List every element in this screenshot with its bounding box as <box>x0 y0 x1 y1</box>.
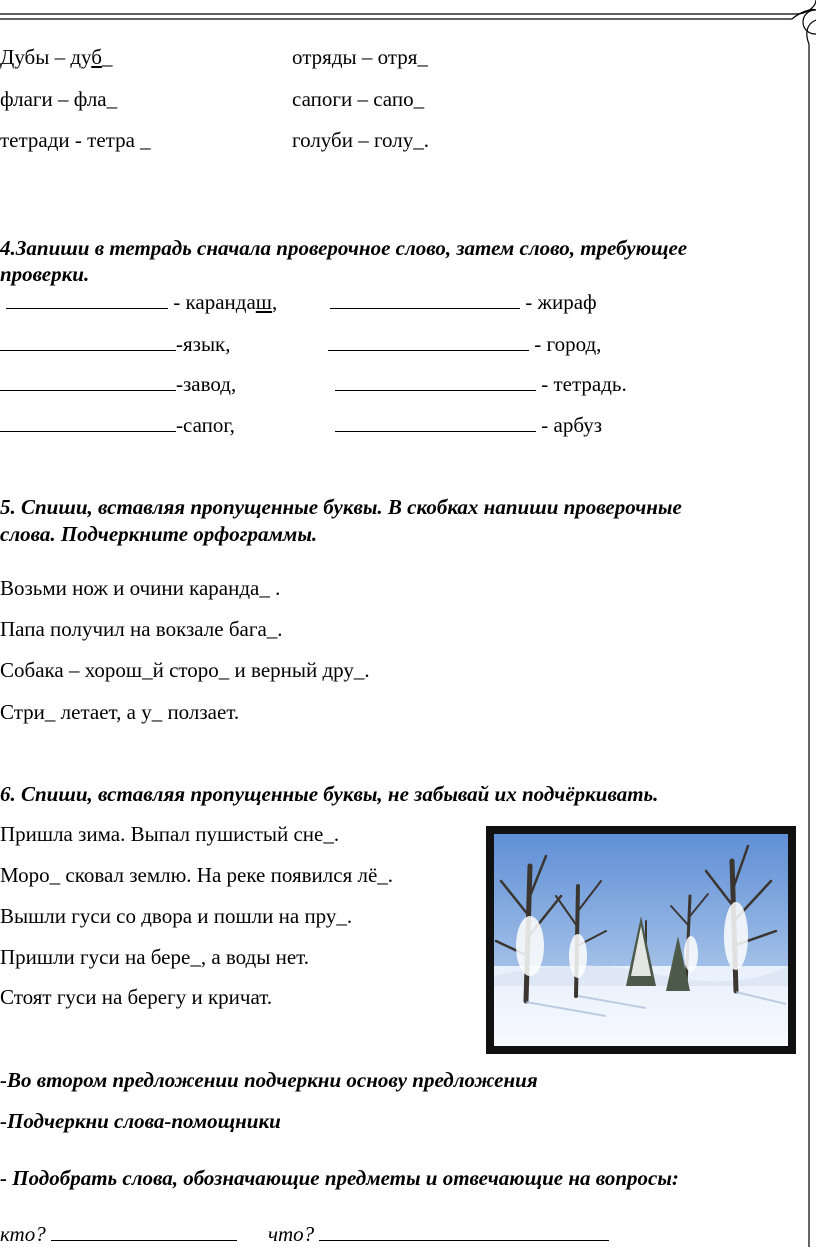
task4-row-2-right: - город, <box>328 332 601 356</box>
instruction-1: -Во втором предложении подчеркни основу предложения <box>0 1068 538 1092</box>
question-who: кто? <box>0 1222 237 1246</box>
winter-forest-image <box>486 826 796 1054</box>
answer-blank[interactable] <box>51 1222 237 1241</box>
answer-blank[interactable] <box>335 372 536 391</box>
task5-title: 5. Спиши, вставляя пропущенные буквы. В скобках напиши проверочные <box>0 495 682 519</box>
task5-sentence-3: Собака – хорош_й сторо_ и верный дру_. <box>0 658 370 682</box>
task4-row-2-left: -язык, <box>0 332 231 356</box>
task6-sentence-5: Стоят гуси на берегу и кричат. <box>0 985 273 1009</box>
answer-blank[interactable] <box>0 372 176 391</box>
word-pair-right-2: сапоги – сапо_ <box>292 87 425 111</box>
task5-title-cont: слова. Подчеркните орфограммы. <box>0 522 318 546</box>
instruction-3: - Подобрать слова, обозначающие предметы и отвечающие на вопросы: <box>0 1166 679 1190</box>
instruction-2: -Подчеркни слова-помощники <box>0 1109 281 1133</box>
task5-sentence-1: Возьми нож и очини каранда_ . <box>0 576 281 600</box>
answer-blank[interactable] <box>6 290 168 309</box>
task6-sentence-1: Пришла зима. Выпал пушистый сне_. <box>0 822 340 846</box>
task4-title-cont: проверки. <box>0 262 90 286</box>
task4-row-4-right: - арбуз <box>335 413 602 437</box>
answer-blank[interactable] <box>319 1222 609 1241</box>
word-pair-left-1: Дубы – дуб_ <box>0 45 113 69</box>
answer-blank[interactable] <box>335 413 536 432</box>
task4-row-1-left: - карандаш, <box>6 290 277 314</box>
answer-blank[interactable] <box>0 413 176 432</box>
task4-row-1-right: - жираф <box>330 290 597 314</box>
task6-sentence-2: Моро_ сковал землю. На реке появился лё_. <box>0 863 394 887</box>
task4-title: 4.Запиши в тетрадь сначала проверочное слово, затем слово, требующее <box>0 236 688 260</box>
word-pair-right-1: отряды – отря_ <box>292 45 428 69</box>
task4-row-3-left: -завод, <box>0 372 236 396</box>
task5-sentence-4: Стри_ летает, а у_ ползает. <box>0 700 240 724</box>
task6-sentence-4: Пришли гуси на бере_, а воды нет. <box>0 945 310 969</box>
answer-blank[interactable] <box>328 332 529 351</box>
answer-blank[interactable] <box>330 290 520 309</box>
question-what: что? <box>268 1222 609 1246</box>
word-pair-left-2: флаги – фла_ <box>0 87 118 111</box>
task4-row-3-right: - тетрадь. <box>335 372 627 396</box>
task6-title: 6. Спиши, вставляя пропущенные буквы, не забывай их подчёркивать. <box>0 782 659 806</box>
answer-blank[interactable] <box>0 332 176 351</box>
task4-row-4-left: -сапог, <box>0 413 235 437</box>
task6-sentence-3: Вышли гуси со двора и пошли на пру_. <box>0 904 353 928</box>
task5-sentence-2: Папа получил на вокзале бага_. <box>0 617 283 641</box>
word-pair-right-3: голуби – голу_. <box>292 128 429 152</box>
word-pair-left-3: тетради - тетра _ <box>0 128 151 152</box>
